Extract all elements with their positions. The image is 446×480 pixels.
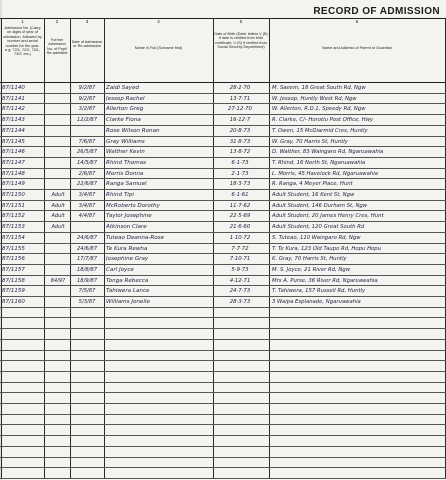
former-admission-cell — [46, 254, 70, 264]
pupil-name-cell: Tahiwera Lance — [106, 288, 150, 295]
date-of-birth-cell: 1·10·72 — [229, 234, 251, 241]
row-rule — [0, 403, 446, 404]
admission-no-cell: 87/1156 — [2, 256, 25, 263]
admission-no-cell: 87/1155 — [2, 245, 25, 252]
pupil-name-cell: Josephine Gray — [106, 256, 149, 263]
admission-no-cell: 87/1147 — [2, 159, 25, 166]
pupil-name-cell: Jessop Rachel — [106, 95, 145, 102]
column-number: 2 — [55, 19, 59, 24]
row-rule — [0, 478, 446, 479]
parent-guardian-cell: Adult Student, 120 Great South Rd — [272, 224, 365, 231]
former-admission-cell — [46, 115, 70, 125]
pupil-name-cell: Williams Jonelle — [106, 299, 150, 305]
former-admission-cell — [46, 265, 70, 275]
parent-guardian-cell: K. Gray, 70 Harris St, Huntly — [272, 256, 347, 263]
date-of-birth-cell: 22·5·69 — [229, 213, 251, 220]
admission-no-cell: 87/1140 — [2, 85, 25, 91]
parent-guardian-cell: M. Saeem, 18 Great South Rd, Ngw — [272, 85, 366, 91]
former-admission-cell — [46, 158, 70, 168]
parent-guardian-cell: R. Ranga, 4 Meyer Place, Hunt — [272, 181, 353, 188]
admission-date-cell: 7/6/87 — [78, 138, 96, 145]
parent-guardian-cell: Mrs A. Purse, 36 River Rd, Ngaruawahia — [272, 277, 378, 284]
admission-date-cell — [72, 126, 102, 136]
admission-date-cell: 9/2/87 — [78, 95, 96, 102]
admission-no-cell: 87/1159 — [2, 288, 25, 295]
admission-date-cell: 4/4/87 — [78, 213, 96, 220]
column-header-admission-no: Admission No. (Carry on digits of year of admission, followed by number and serial number for the year. e.g. 72/1, 72/2, 73/1, 73/2, etc.) — [3, 26, 42, 57]
row-rule — [0, 467, 446, 468]
admission-no-cell: 87/1153 — [2, 224, 25, 231]
pupil-name-cell: Taylor Josephine — [106, 213, 152, 220]
parent-guardian-cell: S. Tuteao, 110 Waingaro Rd, Ngw — [272, 234, 361, 241]
date-of-birth-cell: 7·10·71 — [229, 256, 251, 263]
column-header-name: Name in Full (Surname first) — [134, 46, 183, 50]
parent-guardian-cell: W. Jessop, Huntly West Rd, Ngw — [272, 95, 357, 102]
date-of-birth-cell: 28·2·70 — [229, 85, 251, 91]
column-number: 6 — [355, 19, 359, 24]
date-of-birth-cell: 5·9·73 — [231, 266, 249, 273]
admission-no-cell: 87/1151 — [2, 202, 25, 209]
former-admission-cell — [46, 83, 70, 93]
admission-date-cell: 18/9/87 — [77, 277, 97, 284]
date-of-birth-cell: 7·7·72 — [231, 245, 249, 252]
column-header-former-admission: Former Admission No. of Pupil Re-admitted — [46, 38, 68, 56]
admission-no-cell: 87/1146 — [2, 149, 25, 156]
admission-date-cell: 22/6/87 — [77, 181, 97, 188]
former-admission-cell — [46, 126, 70, 136]
date-of-birth-cell: 6·1·73 — [231, 159, 249, 166]
column-number: 3 — [85, 19, 89, 24]
column-header-date-of-birth: Date of Birth (Enter letters V (B) if date is verified from birth certificate; V (S) if verified from Social Security Department) — [214, 32, 268, 50]
parent-guardian-cell: L. Morris, 45 Havelock Rd, Ngaruawahia — [272, 170, 378, 177]
date-of-birth-cell: 24·7·73 — [229, 288, 251, 295]
row-rule — [0, 424, 446, 425]
pupil-name-cell: Tonga Rebecca — [106, 277, 149, 284]
date-of-birth-cell: 13·7·71 — [229, 95, 251, 102]
column-number: 1 — [21, 19, 24, 24]
parent-guardian-cell: T. Owen, 15 McDiarmid Cres, Huntly — [272, 127, 368, 134]
date-of-birth-cell: 20·8·73 — [229, 127, 251, 134]
former-admission-cell: 84/97 — [50, 277, 66, 284]
admission-date-cell: 24/6/87 — [77, 234, 97, 241]
admission-no-cell: 87/1154 — [2, 234, 25, 241]
former-admission-cell — [46, 286, 70, 296]
row-rule — [0, 350, 446, 351]
row-rule — [0, 328, 446, 329]
admission-no-cell: 87/1149 — [2, 181, 25, 188]
date-of-birth-cell: 21·6·60 — [229, 224, 251, 231]
admission-no-cell: 87/1158 — [2, 277, 25, 284]
admission-no-cell: 87/1141 — [2, 95, 25, 102]
pupil-name-cell: Walther Kevin — [106, 149, 145, 156]
parent-guardian-cell: W. Gray, 70 Harris St, Huntly — [272, 138, 348, 145]
parent-guardian-cell: T. Te Kura, 123 Old Taupo Rd, Hopu Hopu — [272, 245, 382, 252]
parent-guardian-cell: M. S. Joyce, 21 River Rd, Ngw — [272, 266, 351, 273]
page-title: RECORD OF ADMISSION — [313, 6, 440, 17]
date-of-birth-cell: 6·1·61 — [231, 192, 249, 198]
admission-no-cell: 87/1145 — [2, 138, 25, 145]
admission-date-cell: 17/7/87 — [77, 256, 97, 263]
admission-no-cell: 87/1144 — [2, 127, 25, 134]
column-number: 4 — [157, 19, 160, 24]
date-of-birth-cell: 28·3·73 — [229, 299, 251, 305]
parent-guardian-cell: Adult Student, 146 Durham St, Ngw — [272, 202, 368, 209]
admission-no-cell: 87/1142 — [2, 106, 25, 113]
former-admission-cell — [46, 104, 70, 114]
date-of-birth-cell: 11·7·62 — [229, 202, 251, 209]
row-rule — [0, 414, 446, 415]
former-admission-cell: Adult — [51, 192, 65, 198]
former-admission-cell: Adult — [51, 213, 65, 220]
pupil-name-cell: Rose Wilson Ronan — [106, 127, 160, 134]
pupil-name-cell: Tuteao Deanna-Rose — [106, 234, 165, 241]
column-divider — [104, 18, 105, 478]
admission-date-cell: 3/4/87 — [78, 202, 96, 209]
parent-guardian-cell: W. Allerton, R.D.1, Speedy Rd, Ngw — [272, 106, 366, 113]
admission-date-cell: 18/8/87 — [77, 266, 97, 273]
row-rule — [0, 339, 446, 340]
date-of-birth-cell: 13·8·72 — [229, 149, 251, 156]
admission-date-cell: 12/2/87 — [77, 117, 97, 124]
admission-date-cell: 5/3/87 — [78, 299, 96, 305]
former-admission-cell — [46, 94, 70, 104]
date-of-birth-cell: 2·1·73 — [231, 170, 249, 177]
row-rule — [0, 317, 446, 318]
former-admission-cell: Adult — [51, 224, 65, 231]
admission-date-cell: 14/5/87 — [77, 159, 97, 166]
former-admission-cell — [46, 137, 70, 147]
admission-date-cell: 26/5/87 — [77, 149, 97, 156]
pupil-name-cell: Zaidi Sayed — [106, 85, 139, 91]
row-rule — [0, 446, 446, 447]
former-admission-cell — [46, 233, 70, 243]
pupil-name-cell: Morris Donna — [106, 170, 144, 177]
pupil-name-cell: Ranga Samuel — [106, 181, 147, 188]
admission-date-cell: 9/2/87 — [78, 85, 96, 91]
parent-guardian-cell: 3 Waipa Esplanade, Ngaruawahia — [272, 299, 361, 305]
column-number: 5 — [239, 19, 243, 24]
pupil-name-cell: Te Kura Rewha — [106, 245, 148, 252]
admission-no-cell: 87/1143 — [2, 117, 25, 124]
pupil-name-cell: Carl Joyce — [106, 266, 134, 273]
date-of-birth-cell: 18·3·73 — [229, 181, 251, 188]
former-admission-cell — [46, 179, 70, 189]
admission-no-cell: 87/1152 — [2, 213, 25, 220]
former-admission-cell — [46, 147, 70, 157]
parent-guardian-cell: T. Rhind, 16 North St, Ngaruawahia — [272, 159, 366, 166]
date-of-birth-cell: 4·12·71 — [229, 277, 251, 284]
admission-date-cell: 24/6/87 — [77, 245, 97, 252]
former-admission-cell — [46, 297, 70, 307]
row-rule — [0, 360, 446, 361]
row-rule — [0, 371, 446, 372]
admission-date-cell: 3/4/87 — [78, 192, 96, 198]
admission-no-cell: 87/1157 — [2, 266, 25, 273]
admission-date-cell: 7/5/87 — [78, 288, 96, 295]
parent-guardian-cell: Adult Student, 16 Kent St, Ngw — [272, 192, 355, 198]
column-divider — [70, 18, 71, 478]
row-rule — [0, 457, 446, 458]
pupil-name-cell: Clarke Fiona — [106, 117, 141, 124]
table-top-rule — [0, 18, 446, 19]
pupil-name-cell: McRoberts Dorothy — [106, 202, 160, 209]
date-of-birth-cell: 27·12·70 — [227, 106, 252, 113]
column-header-date-admission: Date of Admission or Re-admission — [71, 40, 103, 49]
parent-guardian-cell: D. Walther, 83 Waingaro Rd, Ngaruawahia — [272, 149, 384, 156]
admission-date-cell: 2/6/87 — [78, 170, 96, 177]
admission-no-cell: 87/1148 — [2, 170, 25, 177]
pupil-name-cell: Rhind Thomas — [106, 159, 147, 166]
parent-guardian-cell: T. Tahiwera, 157 Russell Rd, Huntly — [272, 288, 366, 295]
pupil-name-cell: Atkinson Clare — [106, 224, 147, 231]
admission-no-cell: 87/1150 — [2, 192, 25, 198]
column-divider — [213, 18, 214, 478]
parent-guardian-cell: Adult Student, 20 James Henry Cres, Hunt — [272, 213, 384, 220]
date-of-birth-cell: 31·8·73 — [229, 138, 251, 145]
former-admission-cell — [46, 169, 70, 179]
former-admission-cell: Adult — [51, 202, 65, 209]
row-rule — [0, 392, 446, 393]
column-header-parent-guardian: Name and Address of Parent or Guardian — [322, 46, 392, 50]
register-table — [0, 18, 446, 478]
row-rule — [0, 382, 446, 383]
parent-guardian-cell: R. Clarke, C/- Horotiu Post Office, Hwy — [272, 117, 374, 124]
pupil-name-cell: Allerton Greg — [106, 106, 144, 113]
admission-date-cell: 3/2/87 — [78, 106, 96, 113]
former-admission-cell — [46, 244, 70, 254]
column-divider — [269, 18, 270, 478]
row-rule — [0, 435, 446, 436]
date-of-birth-cell: 16·12·7 — [229, 117, 251, 124]
admission-date-cell — [72, 222, 102, 232]
pupil-name-cell: Rhind Tipi — [106, 192, 134, 198]
pupil-name-cell: Gray Williams — [106, 138, 145, 145]
admission-no-cell: 87/1160 — [2, 299, 25, 305]
